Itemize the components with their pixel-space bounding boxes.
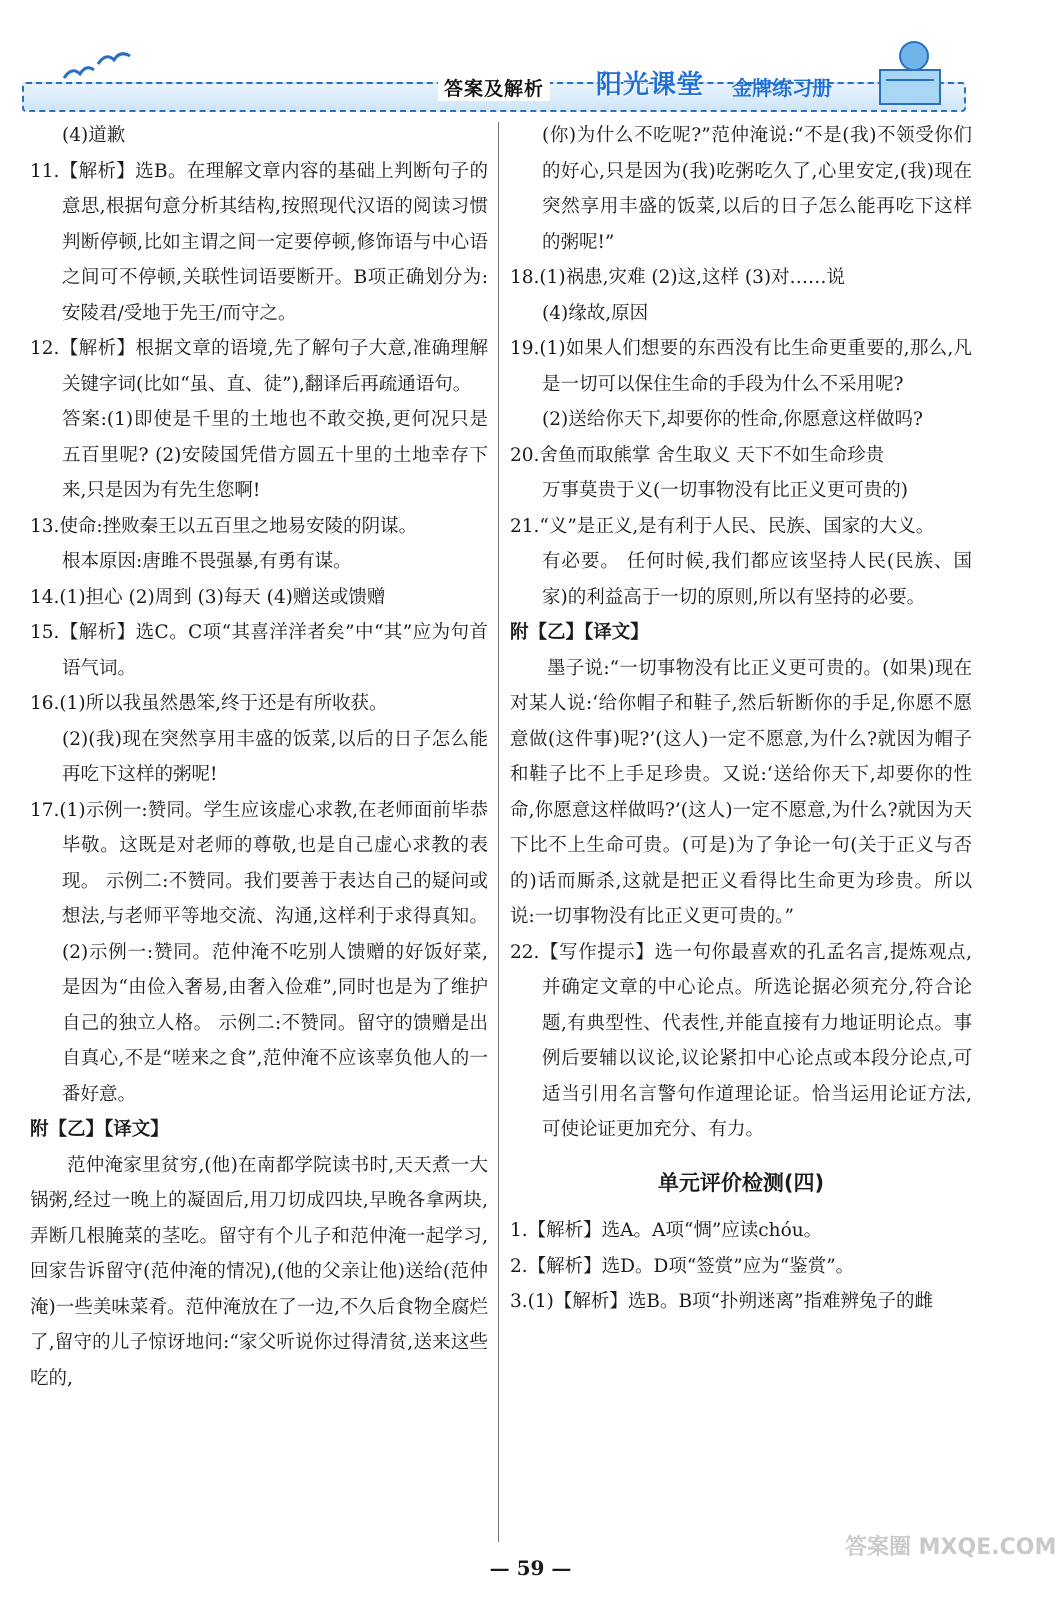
answer-paragraph: (4)道歉 <box>62 125 126 146</box>
answer-paragraph: 12.【解析】根据文章的语境,先了解句子大意,准确理解关键字词(比如“虽、直、徒”),翻译后再疏通语句。 <box>30 338 488 395</box>
page-number: — 59 — <box>489 1556 572 1580</box>
answer-paragraph: (4)缘故,原因 <box>542 302 649 324</box>
answer-paragraph: 17.(1)示例一:赞同。学生应该虚心求教,在老师面前毕恭毕敬。这既是对老师的尊敬,也是自己虚心求教的表现。 示例二:不赞同。我们要善于表达自己的疑问或想法,与老师平等地交流、沟通,这样利于求得真知。 (2)示例一:赞同。范仲淹不吃别人馈赠的好饭好菜,是因为“由俭入奢易,由奢入俭难”,同时也是为了维护自己的独立人格。 示例二:不赞同。留守的馈赠是出自真心,不是“嗟来之食”,范仲淹不应该辜负他人的一番好意。 <box>30 799 488 1105</box>
answer-paragraph: 22.【写作提示】选一句你最喜欢的孔孟名言,提炼观点,并确定文章的中心论点。所选论据必须充分,符合论题,有典型性、代表性,并能直接有力地证明论点。事例后要辅以议论,议论紧扣中心论点或本段分论点,可适当引用名言警句作道理论证。恰当运用论证方法,可使论证更加充分、有力。 <box>510 941 972 1140</box>
answer-paragraph: (2)(我)现在突然享用丰盛的饭菜,以后的日子怎么能再吃下这样的粥呢! <box>62 728 488 785</box>
answer-paragraph: 18.(1)祸患,灾难 (2)这,这样 (3)对……说 <box>510 267 846 288</box>
header-title: 答案及解析 <box>438 74 550 101</box>
answer-paragraph: 1.【解析】选A。A项“惆”应读chóu。 <box>510 1220 823 1241</box>
answer-paragraph: 墨子说:“一切事物没有比正义更可贵的。(如果)现在对某人说:‘给你帽子和鞋子,然后斩断你的手足,你愿不愿意做(这件事)呢?’(这人)一定不愿意,为什么?就因为帽子和鞋子比不上手足珍贵。又说:‘送给你天下,却要你的性命,你愿意这样做吗?’(这人)一定不愿意,为什么?就因为天下比不上生命可贵。(可是)为了争论一句(关于正义与否的)话而厮杀,这就是把正义看得比生命更为珍贵。所以说:一切事物没有比正义更可贵的。” <box>510 657 972 927</box>
answer-paragraph: 21.“义”是正义,是有利于人民、民族、国家的大义。 <box>510 515 935 537</box>
right-column <box>510 118 972 1320</box>
globe-icon <box>860 34 960 114</box>
answer-paragraph: 附【乙】【译文】 <box>510 622 649 643</box>
answer-paragraph: 19.(1)如果人们想要的东西没有比生命更重要的,那么,凡是一切可以保住生命的手段为什么不采用呢? <box>510 338 972 395</box>
answer-paragraph: 13.使命:挫败秦王以五百里之地易安陵的阴谋。 <box>30 515 418 537</box>
answer-paragraph: 有必要。 任何时候,我们都应该坚持人民(民族、国家)的利益高于一切的原则,所以有坚持的必要。 <box>542 551 972 608</box>
answer-paragraph: 附【乙】【译文】 <box>30 1119 169 1140</box>
watermark-logo: 答案圈 MXQE.COM <box>845 1535 1057 1560</box>
answer-paragraph: 11.【解析】选B。在理解文章内容的基础上判断句子的意思,根据句意分析其结构,按照现代汉语的阅读习惯判断停顿,比如主谓之间一定要停顿,修饰语与中心语之间可不停顿,关联性词语要断开。B项正确划分为:安陵君/受地于先王/而守之。 <box>30 160 488 324</box>
answer-paragraph: 范仲淹家里贫穷,(他)在南都学院读书时,天天煮一大锅粥,经过一晚上的凝固后,用刀切成四块,早晚各拿两块,弄断几根腌菜的茎吃。留守有个儿子和范仲淹一起学习,回家告诉留守(范仲淹的情况),(他的父亲让他)送给(范仲淹)一些美味菜肴。范仲淹放在了一边,不久后食物全腐烂了,留守的儿子惊讶地问:“家父听说你过得清贫,送来这些吃的, <box>30 1154 488 1389</box>
answer-paragraph: 根本原因:唐雎不畏强暴,有勇有谋。 <box>62 551 352 572</box>
answer-paragraph: 14.(1)担心 (2)周到 (3)每天 (4)赠送或馈赠 <box>30 586 386 608</box>
answer-paragraph: 2.【解析】选D。D项“签赏”应为“鉴赏”。 <box>510 1255 855 1277</box>
column-divider <box>498 122 499 1542</box>
left-column <box>30 118 488 1396</box>
answer-paragraph: 20.舍鱼而取熊掌 舍生取义 天下不如生命珍贵 <box>510 444 885 466</box>
answer-paragraph: 16.(1)所以我虽然愚笨,终于还是有所收获。 <box>30 693 388 714</box>
answer-paragraph: (2)送给你天下,却要你的性命,你愿意这样做吗? <box>542 409 923 430</box>
answer-paragraph: 15.【解析】选C。C项“其喜洋洋者矣”中“其”应为句首语气词。 <box>30 622 488 679</box>
page-header <box>0 0 1061 118</box>
answer-paragraph: 答案:(1)即使是千里的土地也不敢交换,更何况只是五百里呢? (2)安陵国凭借方圆五十里的土地幸存下来,只是因为有先生您啊! <box>62 409 488 501</box>
brand-subtitle: 金牌练习册 <box>732 76 832 100</box>
answer-paragraph: 3.(1)【解析】选B。B项“扑朔迷离”指难辨兔子的雌 <box>510 1291 933 1312</box>
section-heading: 单元评价检测(四) <box>657 1170 825 1195</box>
answer-paragraph: (你)为什么不吃呢?”范仲淹说:“不是(我)不领受你们的好心,只是因为(我)吃粥吃久了,心里安定,(我)现在突然享用丰盛的饭菜,以后的日子怎么能再吃下这样的粥呢!” <box>542 125 972 253</box>
answer-paragraph: 万事莫贵于义(一切事物没有比正义更可贵的) <box>542 480 908 501</box>
brand-title: 阳光课堂 <box>596 70 705 100</box>
